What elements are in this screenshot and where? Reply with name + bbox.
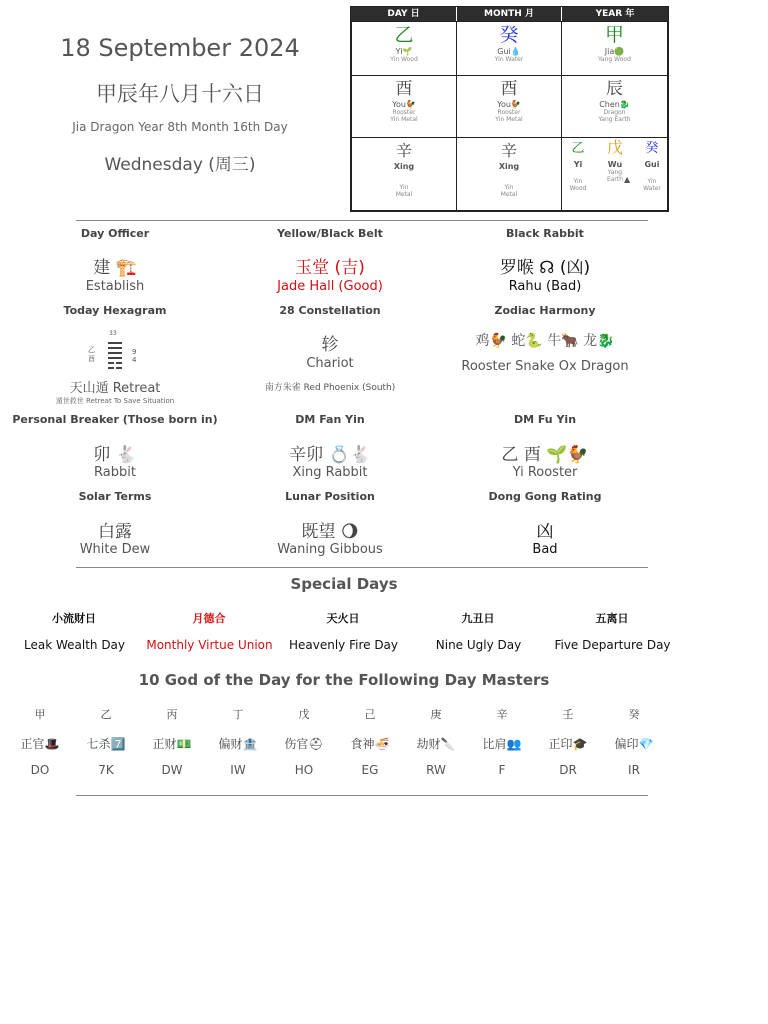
ten-god-4-name: 偏财🏦 bbox=[218, 737, 258, 751]
day-branch-element: Yin Metal bbox=[390, 116, 418, 123]
ten-god-4-stem: 丁 bbox=[232, 708, 244, 721]
lunar-position-label: Lunar Position bbox=[285, 490, 375, 503]
solar-terms-cn: 白露 bbox=[98, 522, 132, 542]
hexagram-line-4 bbox=[108, 357, 122, 359]
ten-god-2-abbr: 7K bbox=[98, 763, 114, 777]
personal-breaker-cn: 卯 🐇 bbox=[93, 445, 137, 465]
ten-god-8-abbr: F bbox=[498, 763, 506, 777]
dong-gong-en: Bad bbox=[532, 542, 558, 557]
divider-bottom bbox=[76, 795, 648, 796]
fan-yin-label: DM Fan Yin bbox=[295, 413, 365, 426]
hexagram-line-6b bbox=[116, 367, 122, 369]
ten-god-5-name: 伤官⛑ bbox=[284, 737, 324, 751]
black-rabbit-label: Black Rabbit bbox=[506, 227, 584, 240]
day-pillar-header: DAY 日 bbox=[351, 7, 456, 21]
day-hidden-stem-name: Xing bbox=[393, 162, 415, 171]
zodiac-harmony-cn: 鸡🐓 蛇🐍 牛🐂 龙🐉 bbox=[475, 333, 615, 349]
day-stem: 乙 bbox=[394, 24, 414, 46]
ten-god-7-abbr: RW bbox=[426, 763, 446, 777]
month-branch: 酉 bbox=[500, 79, 518, 99]
ten-gods-title: 10 God of the Day for the Following Day Masters bbox=[138, 671, 550, 689]
ten-god-1-abbr: DO bbox=[30, 763, 50, 777]
constellation-en: Chariot bbox=[306, 356, 354, 371]
ten-god-5-abbr: HO bbox=[294, 763, 314, 777]
year-pillar-header: YEAR 年 bbox=[562, 7, 668, 21]
ten-god-10-name: 偏印💎 bbox=[614, 737, 654, 751]
chinese-date: 甲辰年八月十六日 bbox=[96, 82, 264, 106]
dong-gong-label: Dong Gong Rating bbox=[488, 490, 602, 503]
constellation-cn: 轸 bbox=[321, 335, 339, 355]
month-branch-animal: Rooster bbox=[497, 109, 521, 116]
year-hidden-stem-1: 乙 Yi Yin Wood bbox=[569, 141, 587, 192]
hexagram-right-bottom: 4 bbox=[132, 356, 137, 364]
special-day-4-cn: 九丑日 bbox=[461, 612, 495, 625]
lunar-position-en: Waning Gibbous bbox=[277, 542, 383, 557]
special-days-title: Special Days bbox=[290, 575, 398, 593]
year-branch-element: Yang Earth bbox=[598, 116, 631, 123]
ten-god-6-abbr: EG bbox=[361, 763, 379, 777]
ten-god-8-stem: 辛 bbox=[496, 708, 508, 721]
day-stem-cell bbox=[351, 21, 457, 76]
hexagram-left-bottom: 酉 bbox=[88, 355, 95, 363]
hexagram-line-3 bbox=[108, 352, 122, 354]
day-officer-en: Establish bbox=[85, 279, 145, 294]
four-pillars-table bbox=[350, 6, 669, 212]
personal-breaker-en: Rabbit bbox=[94, 465, 136, 480]
ten-god-6-stem: 己 bbox=[364, 708, 376, 721]
belt-label: Yellow/Black Belt bbox=[277, 227, 383, 240]
hexagram-number: 33 bbox=[109, 330, 117, 337]
ten-god-2-name: 七杀7️⃣ bbox=[86, 737, 126, 751]
ten-god-10-stem: 癸 bbox=[628, 708, 640, 721]
ten-god-4-abbr: IW bbox=[230, 763, 246, 777]
month-hidden-stem-cell bbox=[456, 137, 562, 211]
special-day-5-en: Five Departure Day bbox=[554, 638, 671, 652]
year-stem: 甲 bbox=[604, 24, 624, 46]
zodiac-harmony-en: Rooster Snake Ox Dragon bbox=[461, 359, 629, 374]
year-branch-animal: Dragon bbox=[603, 109, 626, 116]
ten-god-3-name: 正财💵 bbox=[152, 737, 192, 751]
constellation-sub: 南方朱雀 Red Phoenix (South) bbox=[264, 383, 396, 393]
ten-god-3-stem: 丙 bbox=[166, 708, 178, 721]
month-stem-cell bbox=[456, 21, 562, 76]
day-branch-animal: Rooster bbox=[392, 109, 416, 116]
fan-yin-en: Xing Rabbit bbox=[292, 465, 368, 480]
month-branch-label: You🐓 bbox=[497, 100, 521, 109]
day-hidden-stem-cell bbox=[351, 137, 457, 211]
ten-god-3-abbr: DW bbox=[161, 763, 183, 777]
ten-god-9-abbr: DR bbox=[559, 763, 577, 777]
special-day-4-en: Nine Ugly Day bbox=[435, 638, 522, 652]
year-branch: 辰 bbox=[606, 79, 623, 99]
ten-god-10-abbr: IR bbox=[628, 763, 640, 777]
day-branch-cell bbox=[351, 75, 457, 138]
year-branch-cell bbox=[561, 75, 668, 138]
english-lunar-date: Jia Dragon Year 8th Month 16th Day bbox=[72, 120, 288, 134]
fu-yin-label: DM Fu Yin bbox=[513, 413, 577, 426]
fan-yin-cn: 辛卯 💍🐇 bbox=[289, 445, 371, 465]
year-hidden-stem-3: 癸 Gui Yin Water bbox=[643, 141, 661, 192]
ten-god-1-stem: 甲 bbox=[34, 708, 46, 721]
hexagram-line-6a bbox=[108, 367, 114, 369]
month-branch-cell bbox=[456, 75, 562, 138]
special-day-3-en: Heavenly Fire Day bbox=[288, 638, 399, 652]
month-hidden-stem-name: Xing bbox=[498, 162, 520, 171]
ten-god-1-name: 正官🎩 bbox=[20, 737, 60, 751]
gregorian-date: 18 September 2024 bbox=[60, 34, 300, 62]
special-day-1-en: Leak Wealth Day bbox=[23, 638, 126, 652]
hexagram-name: 天山遁 Retreat bbox=[69, 381, 161, 396]
ten-god-9-stem: 壬 bbox=[562, 708, 574, 721]
hexagram-left-top: 乙 bbox=[88, 346, 95, 354]
weekday: Wednesday (周三) bbox=[104, 155, 256, 175]
year-stem-desc: Yang Wood bbox=[598, 56, 631, 63]
black-rabbit-cn: 罗喉 ☊ (凶) bbox=[499, 258, 591, 278]
special-day-2-en: Monthly Virtue Union bbox=[146, 638, 273, 652]
mountain-icon: ▲ bbox=[624, 175, 631, 184]
hexagram-label: Today Hexagram bbox=[63, 304, 167, 317]
dong-gong-cn: 凶 bbox=[536, 522, 554, 542]
month-stem: 癸 bbox=[499, 24, 519, 46]
belt-en: Jade Hall (Good) bbox=[277, 279, 383, 294]
fu-yin-en: Yi Rooster bbox=[512, 465, 578, 480]
divider-middle bbox=[76, 567, 648, 568]
day-branch-label: You🐓 bbox=[392, 100, 416, 109]
month-hidden-element: Metal bbox=[500, 191, 518, 198]
special-day-1-cn: 小流财日 bbox=[52, 612, 96, 625]
solar-terms-label: Solar Terms bbox=[78, 490, 152, 503]
year-branch-label: Chen🐉 bbox=[599, 100, 630, 109]
month-hidden-yin: Yin bbox=[504, 184, 514, 191]
lunar-position-cn: 既望 🌖 bbox=[301, 522, 359, 542]
fu-yin-cn: 乙 酉 🌱🐓 bbox=[501, 445, 589, 465]
month-stem-label: Gui💧 bbox=[497, 47, 521, 56]
day-hidden-stem: 辛 bbox=[395, 141, 412, 160]
day-officer-cn: 建 🏗️ bbox=[93, 258, 137, 278]
day-hidden-element: Metal bbox=[395, 191, 413, 198]
day-stem-label: Yi🌱 bbox=[395, 47, 413, 56]
hexagram-sub: 遁世救世 Retreat To Save Situation bbox=[55, 397, 175, 405]
hexagram-symbol bbox=[88, 330, 148, 374]
ten-god-2-stem: 乙 bbox=[100, 708, 112, 721]
ten-god-7-stem: 庚 bbox=[430, 708, 442, 721]
day-officer-label: Day Officer bbox=[80, 227, 150, 240]
month-pillar-header: MONTH 月 bbox=[457, 7, 561, 21]
hexagram-line-5b bbox=[116, 362, 122, 364]
hexagram-line-1 bbox=[108, 342, 122, 344]
day-stem-desc: Yin Wood bbox=[390, 56, 418, 63]
ten-god-8-name: 比肩👥 bbox=[482, 737, 522, 751]
belt-cn: 玉堂 (吉) bbox=[295, 258, 365, 278]
ten-god-7-name: 劫财🔪 bbox=[416, 737, 456, 751]
hexagram-right-top: 9 bbox=[132, 348, 137, 356]
month-branch-element: Yin Metal bbox=[495, 116, 523, 123]
hexagram-line-2 bbox=[108, 347, 122, 349]
year-hidden-stem-2: 戊 Wu Yang Earth bbox=[606, 138, 624, 183]
ten-god-6-name: 食神🍜 bbox=[350, 737, 390, 751]
black-rabbit-en: Rahu (Bad) bbox=[508, 279, 582, 294]
ten-god-5-stem: 戊 bbox=[298, 708, 310, 721]
zodiac-harmony-label: Zodiac Harmony bbox=[494, 304, 596, 317]
ten-god-9-name: 正印🎓 bbox=[548, 737, 588, 751]
special-day-3-cn: 天火日 bbox=[326, 612, 360, 625]
day-hidden-yin: Yin bbox=[399, 184, 409, 191]
month-stem-desc: Yin Water bbox=[494, 56, 524, 63]
hexagram-line-5a bbox=[108, 362, 114, 364]
divider-top bbox=[76, 220, 648, 221]
day-branch: 酉 bbox=[395, 79, 413, 99]
solar-terms-en: White Dew bbox=[79, 542, 151, 557]
month-hidden-stem: 辛 bbox=[500, 141, 517, 160]
special-day-5-cn: 五离日 bbox=[595, 612, 629, 625]
year-stem-label: Jia🟢 bbox=[604, 47, 625, 56]
year-stem-cell bbox=[561, 21, 668, 76]
personal-breaker-label: Personal Breaker (Those born in) bbox=[12, 413, 218, 426]
constellation-label: 28 Constellation bbox=[279, 304, 381, 317]
special-day-2-cn: 月德合 bbox=[192, 612, 226, 625]
year-hidden-stems-cell bbox=[561, 137, 668, 211]
